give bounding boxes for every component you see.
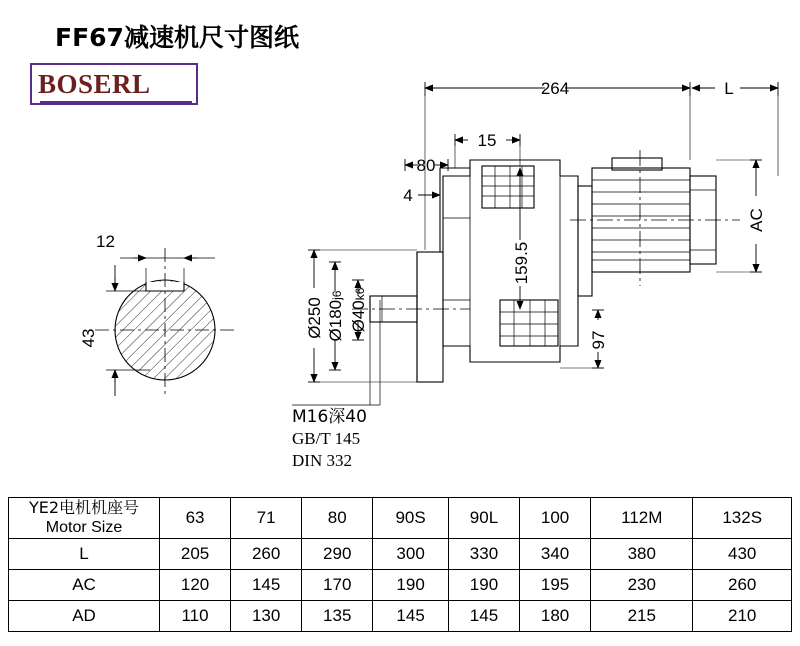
header-cell: 112M: [591, 498, 693, 539]
table-cell: 195: [520, 570, 591, 601]
table-cell: 430: [693, 539, 792, 570]
table-cell: 300: [373, 539, 449, 570]
table-cell: 215: [591, 601, 693, 632]
note-line-2: GB/T 145: [292, 429, 361, 448]
table-cell: 190: [448, 570, 519, 601]
table-cell: 120: [160, 570, 231, 601]
row-label: L: [9, 539, 160, 570]
note-line-1: M16深40: [292, 407, 367, 427]
header-cell: 80: [302, 498, 373, 539]
table-row-header-label: [9, 498, 160, 539]
page-title: FF67减速机尺寸图纸: [55, 23, 299, 52]
dim-AC: AC: [747, 208, 766, 232]
dim-d40k6: Ø40k6: [349, 287, 368, 333]
header-cell: 63: [160, 498, 231, 539]
table-cell: 145: [448, 601, 519, 632]
motor-size-table: [8, 497, 792, 632]
header-cell: 132S: [693, 498, 792, 539]
table-cell: 290: [302, 539, 373, 570]
table-row: [9, 601, 792, 632]
dim-L: L: [724, 79, 734, 98]
table-cell: 130: [231, 601, 302, 632]
dim-d180j6: Ø180j6: [326, 290, 345, 342]
header-cell: 71: [231, 498, 302, 539]
dim-d250: Ø250: [305, 297, 324, 339]
row-label: AD: [9, 601, 160, 632]
dim-80: 80: [416, 156, 436, 175]
table-row: [9, 570, 792, 601]
table-row: [9, 539, 792, 570]
table-cell: 110: [160, 601, 231, 632]
header-cell: 90L: [448, 498, 519, 539]
table-cell: 170: [302, 570, 373, 601]
dim-159-5: 159.5: [512, 241, 531, 285]
dim-15: 15: [477, 131, 497, 150]
logo-text: BOSERL: [38, 69, 151, 99]
note-line-3: DIN 332: [292, 451, 352, 470]
table-cell: 190: [373, 570, 449, 601]
table-cell: 210: [693, 601, 792, 632]
table-cell: 380: [591, 539, 693, 570]
table-header-row: [9, 498, 792, 539]
dim-43: 43: [79, 328, 98, 348]
table-cell: 205: [160, 539, 231, 570]
table-cell: 340: [520, 539, 591, 570]
header-label-cn: YE2电机机座号: [28, 498, 140, 517]
table-cell: 145: [231, 570, 302, 601]
dim-4: 4: [403, 186, 413, 205]
table-cell: 135: [302, 601, 373, 632]
dim-264: 264: [540, 79, 570, 98]
header-cell: 100: [520, 498, 591, 539]
header-cell: 90S: [373, 498, 449, 539]
table-cell: 260: [231, 539, 302, 570]
header-label-en: Motor Size: [45, 519, 123, 536]
table-cell: 330: [448, 539, 519, 570]
dim-97: 97: [589, 330, 608, 350]
dim-12: 12: [96, 232, 115, 251]
row-label: AC: [9, 570, 160, 601]
table-cell: 145: [373, 601, 449, 632]
table-cell: 180: [520, 601, 591, 632]
table-cell: 230: [591, 570, 693, 601]
table-cell: 260: [693, 570, 792, 601]
